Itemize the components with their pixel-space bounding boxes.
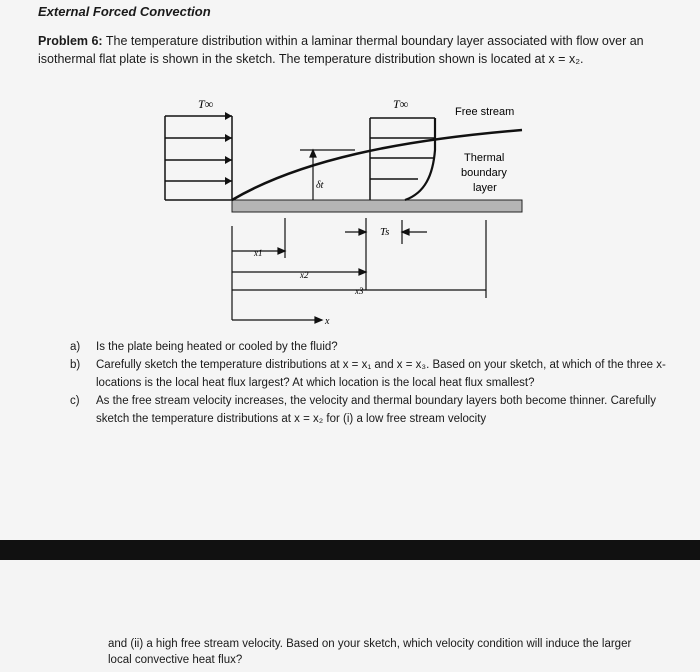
question-label: a): [70, 341, 81, 353]
thermal-boundary-layer-diagram: [0, 90, 700, 330]
page-divider-bar: [0, 540, 700, 560]
problem-label: Problem 6:: [38, 34, 103, 48]
x2-label: x2: [300, 270, 309, 280]
x3-label: x3: [355, 286, 364, 296]
x1-label: x1: [254, 248, 263, 258]
question-text: Carefully sketch the temperature distributions at x = x₁ and x = x₃. Based on your sketch, at which of the three x-locations is the local heat flux largest? At which location is the local heat flux smallest?: [96, 359, 666, 389]
continuation-text: and (ii) a high free stream velocity. Based on your sketch, which velocity condition will induce the larger local convective heat flux?: [108, 638, 632, 666]
dimension-lines: [232, 218, 486, 323]
t-inf-right-label: T∞: [393, 97, 409, 111]
delta-t-indicator: [300, 150, 355, 200]
page-title: External Forced Convection: [38, 4, 211, 19]
ts-label: Ts: [380, 226, 390, 238]
upstream-arrowheads: [225, 112, 232, 185]
upstream-uniform-profile: [165, 116, 232, 200]
question-list: [70, 338, 670, 428]
problem-statement: [38, 32, 668, 68]
question-text: Is the plate being heated or cooled by the fluid?: [96, 341, 338, 353]
question-c: [70, 392, 670, 428]
t-inf-left-label: T∞: [198, 97, 214, 111]
x-axis-label: x: [325, 316, 330, 327]
thermal-label-line3: layer: [473, 182, 497, 194]
delta-t-label: δt: [316, 180, 324, 191]
problem-text: The temperature distribution within a laminar thermal boundary layer associated with flow over an isothermal flat plate is shown in the sketch. The temperature distribution shown is located at x = x₂.: [38, 34, 644, 66]
question-label: b): [70, 359, 81, 371]
downstream-profile: [370, 118, 435, 200]
thermal-label-line2: boundary: [461, 167, 507, 179]
free-stream-label: Free stream: [455, 106, 515, 118]
thermal-label-line1: Thermal: [464, 152, 505, 164]
question-a: [70, 338, 670, 356]
flat-plate: [232, 200, 522, 212]
question-b: [70, 356, 670, 392]
question-label: c): [70, 395, 80, 407]
question-text: As the free stream velocity increases, the velocity and thermal boundary layers both become thinner. Carefully sketch the temperature distributions at x = x₂ for (i) a low free stream velocity: [96, 395, 656, 425]
